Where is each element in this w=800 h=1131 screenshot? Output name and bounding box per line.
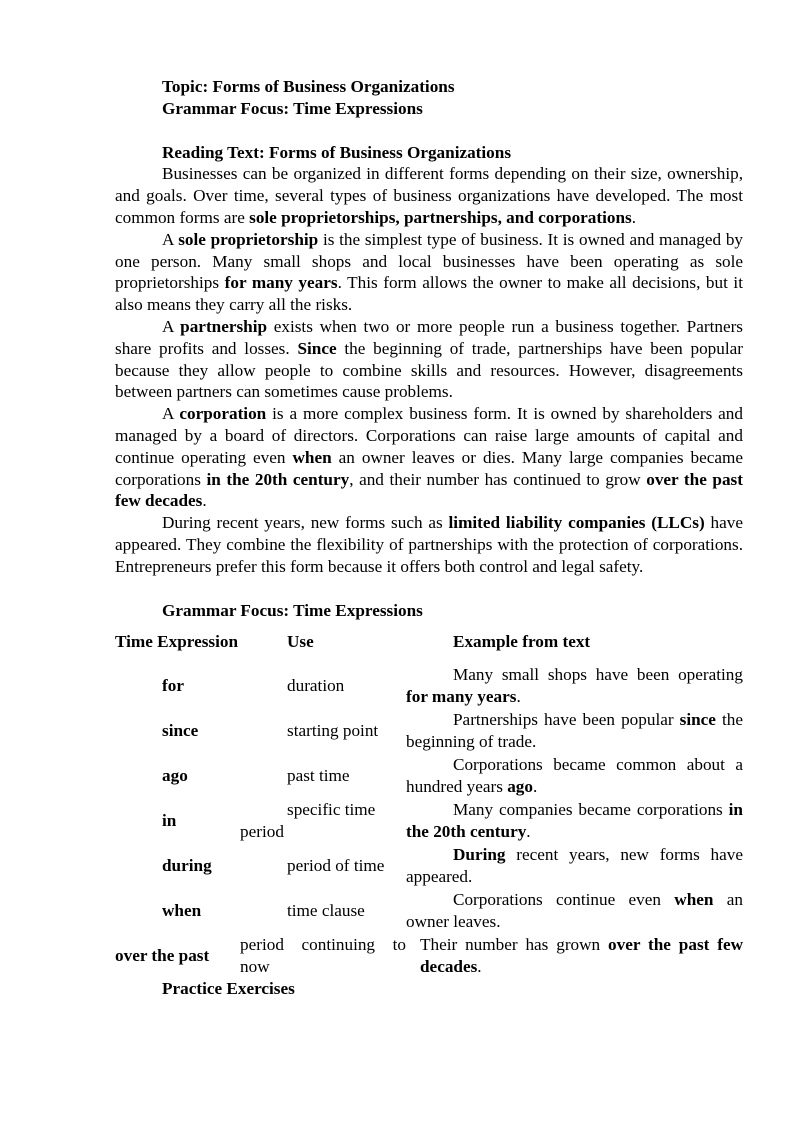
cell-expression: in — [162, 810, 177, 830]
table-row — [115, 663, 743, 708]
paragraph-2: A sole proprietorship is the simplest type of business. It is owned and managed by one person. Many small shops and local businesses have been operating as sole proprietorships for many years. This form allows the owner to make all decisions, but it also means they carry all the risks. — [115, 229, 744, 315]
cell-use: period of time — [287, 855, 385, 875]
cell-expression: when — [162, 900, 202, 920]
table-row — [115, 843, 743, 888]
cell-example: Corporations became common about a hundred years ago. — [406, 755, 743, 796]
cell-example: During recent years, new forms have appeared. — [406, 845, 743, 886]
paragraph-1: Businesses can be organized in different forms depending on their size, ownership, and goals. Over time, several types of business organizations have developed. The most common forms are sole proprietorships, partnerships, and corporations. — [115, 164, 743, 227]
table-row — [115, 798, 743, 843]
cell-example: Many small shops have been operating for many years. — [406, 665, 743, 706]
header-example: Example from text — [453, 632, 591, 652]
cell-use: duration — [287, 675, 345, 695]
time-expressions-table — [115, 621, 743, 978]
cell-example: Their number has grown over the past few decades. — [420, 935, 743, 976]
reading-title: Reading Text: Forms of Business Organizations — [162, 142, 512, 162]
cell-expression: for — [162, 675, 184, 695]
paragraph-4: A corporation is a more complex business form. It is owned by shareholders and managed by a board of directors. Corporations can raise large amounts of capital and continue operating even when an owner leaves or dies. Many large companies became corporations in the 20th century, and their number has continued to grow over the past few decades. — [115, 404, 743, 511]
document-page — [115, 76, 743, 1000]
grammar-section-title: Grammar Focus: Time Expressions — [162, 600, 423, 620]
table-row — [115, 888, 743, 933]
cell-expression: over the past — [115, 945, 210, 965]
header-time-expression: Time Expression — [115, 632, 239, 652]
table-header-row — [115, 621, 743, 663]
cell-use: starting point — [287, 720, 379, 740]
cell-example: Many companies became corporations in the 20th century. — [406, 800, 743, 841]
grammar-focus-heading: Grammar Focus: Time Expressions — [162, 98, 423, 118]
cell-example: Partnerships have been popular since the beginning of trade. — [406, 710, 743, 751]
table-row — [115, 753, 743, 798]
cell-expression: ago — [162, 765, 188, 785]
cell-use: past time — [287, 765, 350, 785]
cell-use: specific time period — [240, 800, 376, 841]
paragraph-5: During recent years, new forms such as limited liability companies (LLCs) have appeared. They combine the flexibility of partnerships with the protection of corporations. Entrepreneurs prefer this form because it offers both control and legal safety. — [115, 513, 743, 576]
table-row — [115, 708, 743, 753]
practice-exercises-heading: Practice Exercises — [162, 979, 295, 999]
paragraph-3: A partnership exists when two or more people run a business together. Partners share profits and losses. Since the beginning of trade, partnerships have been popular because they allow people to combine skills and resources. However, disagreements between partners can sometimes cause problems. — [115, 316, 743, 402]
cell-expression: since — [162, 720, 199, 740]
cell-expression: during — [162, 855, 212, 875]
cell-example: Corporations continue even when an owner leaves. — [406, 890, 743, 931]
table-row — [115, 933, 743, 978]
cell-use: time clause — [287, 900, 365, 920]
header-use: Use — [287, 632, 314, 652]
cell-use: period continuing to now — [240, 935, 406, 976]
topic-heading: Topic: Forms of Business Organizations — [162, 77, 455, 96]
